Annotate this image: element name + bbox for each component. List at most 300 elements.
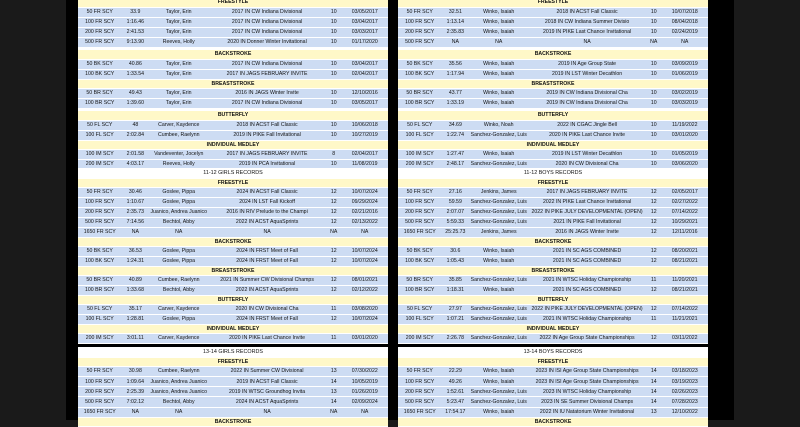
records-table (398, 347, 708, 427)
age-cell: 12 (646, 285, 662, 295)
table-row (398, 227, 708, 237)
event-cell: 100 BR SCY (78, 98, 121, 108)
swimmer-cell: Sanchez-Gonzalez, Luis (470, 161, 527, 167)
table-row (398, 217, 708, 227)
meet-cell: 2023 IN WTSC Holiday Championship (528, 387, 646, 397)
swimmer-cell: Winko, Isaiah (469, 407, 528, 417)
meet-cell: 2019 IN PIKE Last Chance Invitational (528, 27, 646, 37)
meet-cell: 2022 IN CGAC Jingle Bell (528, 120, 646, 130)
date-cell: 03/01/2020 (341, 333, 388, 343)
meet-cell: 2024 IN FRST Meet of Fall (208, 256, 326, 266)
table-row (78, 314, 388, 324)
swimmer-cell: Winko, Isaiah (469, 69, 528, 79)
meet-cell: 2022 IN ACST AquaSprints (208, 285, 326, 295)
block-mid-right (398, 168, 708, 340)
age-cell: 14 (646, 397, 662, 407)
section-header: BUTTERFLY (398, 111, 708, 120)
time-cell: 2:41.53 (121, 27, 149, 37)
event-cell: 1650 FR SCY (78, 227, 121, 237)
block-top-right (398, 0, 708, 167)
event-cell: 50 BR SCY (398, 88, 441, 98)
section-header-row (398, 357, 708, 366)
age-cell: 12 (326, 314, 342, 324)
event-cell: 50 BK SCY (398, 246, 441, 256)
meet-cell: 2020 IN Donner Winter Invitational (208, 37, 326, 47)
time-cell: 49.26 (441, 377, 469, 387)
time-cell: 40.89 (121, 275, 149, 285)
section-header: FREESTYLE (78, 357, 388, 366)
swimmer-cell: Goslee, Pippa (149, 256, 208, 266)
time-cell: NA (441, 37, 469, 47)
meet-cell: 2019 IN PIKE Fall Invitational (208, 130, 326, 140)
table-row (78, 304, 388, 314)
date-cell: 03/19/2023 (661, 377, 708, 387)
table-row (78, 98, 388, 108)
meet-cell: 2020 IN CW Divisional Cha (208, 304, 326, 314)
time-cell: 2:26.78 (441, 333, 469, 343)
swimmer-cell: NA (149, 227, 208, 237)
meet-cell: 2020 IN CW Divisional Cha (528, 159, 646, 169)
section-header-row (78, 357, 388, 366)
date-cell: 03/04/2017 (341, 59, 388, 69)
table-row (78, 197, 388, 207)
event-cell: 1650 FR SCY (398, 407, 441, 417)
age-cell: 10 (326, 159, 342, 169)
section-header-row (78, 266, 388, 275)
date-cell: 03/11/2022 (661, 333, 708, 343)
time-cell: 1:33.19 (441, 98, 469, 108)
section-header: BUTTERFLY (398, 295, 708, 304)
records-title-row (398, 168, 708, 178)
date-cell: 08/04/2018 (661, 17, 708, 27)
section-header-row (398, 140, 708, 149)
section-header: BACKSTROKE (398, 417, 708, 426)
age-cell: 10 (326, 69, 342, 79)
swimmer-cell: Winko, Isaiah (469, 88, 528, 98)
block-top-left (78, 0, 388, 167)
table-row (398, 333, 708, 343)
time-cell: 1:52.61 (441, 387, 469, 397)
meet-cell: 2018 IN CW Indiana Summer Divisio (528, 17, 646, 27)
swimmer-cell: Bechtol, Abby (149, 217, 208, 227)
date-cell: 10/06/2018 (341, 120, 388, 130)
event-cell: 50 BR SCY (78, 88, 121, 98)
date-cell: 11/20/2021 (661, 275, 708, 285)
table-row (78, 120, 388, 130)
table-row (398, 207, 708, 217)
age-cell: 14 (646, 387, 662, 397)
time-cell: 25:25.73 (441, 227, 469, 237)
event-cell: 200 IM SCY (78, 159, 121, 169)
event-cell: 500 FR SCY (398, 37, 441, 47)
time-cell: 2:48.17 (441, 159, 469, 169)
date-cell: 09/29/2024 (341, 197, 388, 207)
block-bot-right (398, 347, 708, 427)
records-table (78, 168, 388, 344)
event-cell: 100 FR SCY (398, 197, 441, 207)
section-header: BUTTERFLY (78, 111, 388, 120)
table-row (78, 69, 388, 79)
block-mid-left (78, 168, 388, 340)
section-header-row (398, 266, 708, 275)
meet-cell: 2016 IN JAGS Winter Invite (208, 88, 326, 98)
time-cell: 3:01.11 (121, 333, 149, 343)
date-cell: 02/21/2016 (341, 207, 388, 217)
date-cell: 03/04/2017 (341, 17, 388, 27)
section-header-row (78, 111, 388, 120)
table-row (398, 88, 708, 98)
swimmer-cell: Sanchez-Gonzalez, Luis (470, 316, 527, 322)
swimmer-cell: Carver, Kaydence (149, 120, 208, 130)
date-cell: 03/05/2017 (341, 7, 388, 17)
section-header: FREESTYLE (398, 0, 708, 7)
date-cell: NA (661, 37, 708, 47)
date-cell: 02/27/2022 (661, 197, 708, 207)
time-cell: 2:07.07 (441, 207, 469, 217)
meet-cell: 2023 IN ISI Age Group State Championships (528, 377, 646, 387)
meet-cell: 2022 IN PIKE Last Chance Invitational (528, 197, 646, 207)
section-header-row (78, 140, 388, 149)
section-header-row (398, 111, 708, 120)
event-cell: 200 IM SCY (398, 159, 441, 169)
event-cell: 200 FR SCY (78, 27, 121, 37)
age-cell: 12 (646, 256, 662, 266)
table-row (78, 366, 388, 376)
section-header-row (78, 237, 388, 246)
meet-cell: 2020 IN PIKE Last Chance Invite (208, 333, 326, 343)
section-header: BACKSTROKE (78, 50, 388, 59)
time-cell: 2:02.84 (121, 130, 149, 140)
swimmer-cell: Cumbee, Raelynn (149, 130, 208, 140)
table-row (78, 275, 388, 285)
swimmer-cell: Cumbee, Raelynn (149, 366, 208, 376)
age-cell: 13 (326, 387, 342, 397)
meet-cell: 2017 IN CW Indiana Divisional (208, 7, 326, 17)
meet-cell: 2024 IN FRST Meet of Fall (208, 314, 326, 324)
event-cell: 200 FR SCY (398, 207, 441, 217)
date-cell: 08/21/2021 (661, 256, 708, 266)
event-cell: 100 FR SCY (78, 377, 121, 387)
time-cell: 32.51 (441, 7, 469, 17)
time-cell: 30.6 (441, 246, 469, 256)
swimmer-cell: Taylor, Erin (149, 27, 208, 37)
swimmer-cell: Taylor, Erin (149, 17, 208, 27)
date-cell: 02/24/2019 (661, 27, 708, 37)
date-cell: 10/07/2018 (661, 7, 708, 17)
event-cell: 100 FL SCY (78, 130, 121, 140)
table-row (398, 366, 708, 376)
age-cell: 14 (646, 377, 662, 387)
swimmer-cell: Reeves, Holly (149, 159, 208, 169)
section-header-row (398, 79, 708, 88)
time-cell: 1:07.21 (441, 314, 469, 324)
event-cell: 200 FR SCY (78, 387, 121, 397)
event-cell: 50 FR SCY (78, 187, 121, 197)
event-cell: 200 IM SCY (78, 333, 121, 343)
meet-cell: 2023 IN ISI Age Group State Championships (528, 366, 646, 376)
records-title: 11-12 BOYS RECORDS (398, 168, 708, 178)
swimmer-cell: Sanchez-Gonzalez, Luis (470, 306, 527, 312)
age-cell: 12 (326, 275, 342, 285)
block-bot-left (78, 347, 388, 427)
time-cell: 22.29 (441, 366, 469, 376)
age-cell: 10 (646, 7, 662, 17)
date-cell: 03/03/2017 (341, 27, 388, 37)
section-header-row (78, 79, 388, 88)
age-cell: 12 (326, 207, 342, 217)
event-cell: 100 BK SCY (398, 69, 441, 79)
table-row (78, 187, 388, 197)
event-cell: 100 FL SCY (78, 314, 121, 324)
age-cell: 13 (326, 366, 342, 376)
table-row (398, 377, 708, 387)
section-header: BACKSTROKE (398, 237, 708, 246)
age-cell: 10 (326, 17, 342, 27)
date-cell: 10/27/2019 (341, 130, 388, 140)
time-cell: 1:39.60 (121, 98, 149, 108)
age-cell: 10 (646, 159, 662, 169)
swimmer-cell: Winko, Isaiah (469, 7, 528, 17)
date-cell: 07/30/2022 (341, 366, 388, 376)
meet-cell: 2016 IN RIV Prelude to the Champi (208, 207, 326, 217)
age-cell: 12 (326, 246, 342, 256)
time-cell: 48 (121, 120, 149, 130)
meet-cell: 2017 IN CW Indiana Divisional (208, 98, 326, 108)
age-cell: 12 (326, 197, 342, 207)
event-cell: 200 IM SCY (398, 333, 441, 343)
table-row (78, 333, 388, 343)
time-cell: 1:13.14 (441, 17, 469, 27)
section-header-row (398, 0, 708, 7)
swimmer-cell: Juanico, Andrea Juanico (149, 387, 208, 397)
meet-cell: 2018 IN ACST Fall Classic (208, 120, 326, 130)
age-cell: 10 (646, 98, 662, 108)
section-header: BREASTSTROKE (78, 79, 388, 88)
age-cell: 12 (646, 197, 662, 207)
age-cell: 14 (646, 366, 662, 376)
swimmer-cell: Carver, Kaydence (149, 304, 208, 314)
event-cell: 100 FL SCY (398, 314, 441, 324)
table-row (398, 304, 708, 314)
event-cell: 100 BK SCY (78, 256, 121, 266)
age-cell: NA (326, 227, 342, 237)
swimmer-cell: Winko, Isaiah (469, 98, 528, 108)
time-cell: 1:10.67 (121, 197, 149, 207)
meet-cell: 2017 IN JAGS FEBRUARY INVITE (528, 187, 646, 197)
event-cell: 100 FR SCY (398, 17, 441, 27)
swimmer-cell: NA (469, 37, 528, 47)
section-header: FREESTYLE (398, 178, 708, 187)
age-cell: 10 (326, 59, 342, 69)
meet-cell: 2022 IN ACST AquaSprints (208, 217, 326, 227)
event-cell: 500 FR SCY (398, 397, 441, 407)
section-header: INDIVIDUAL MEDLEY (78, 140, 388, 149)
section-header: BACKSTROKE (78, 417, 388, 426)
age-cell: 10 (326, 37, 342, 47)
section-header-row (398, 324, 708, 333)
section-header-row (398, 178, 708, 187)
table-row (78, 256, 388, 266)
section-header: BREASTSTROKE (398, 79, 708, 88)
table-row (398, 98, 708, 108)
time-cell: 2:35.73 (121, 207, 149, 217)
time-cell: 33.9 (121, 7, 149, 17)
date-cell: 11/21/2021 (661, 314, 708, 324)
swimmer-cell: Carver, Kaydence (149, 333, 208, 343)
section-header: INDIVIDUAL MEDLEY (398, 324, 708, 333)
time-cell: 35.85 (441, 275, 469, 285)
table-row (78, 217, 388, 227)
event-cell: 50 FR SCY (398, 7, 441, 17)
section-header-row (78, 178, 388, 187)
time-cell: 1:33.68 (121, 285, 149, 295)
age-cell: 10 (646, 69, 662, 79)
meet-cell: 2019 IN LST Winter Decathlon (528, 149, 646, 159)
time-cell: 40.86 (121, 59, 149, 69)
time-cell: 5:59.33 (441, 217, 469, 227)
event-cell: 100 FR SCY (398, 377, 441, 387)
time-cell: NA (121, 227, 149, 237)
meet-cell: 2023 IN SE Summer Divisional Champs (528, 397, 646, 407)
date-cell: 08/21/2021 (661, 285, 708, 295)
time-cell: 59.59 (441, 197, 469, 207)
event-cell: 500 FR SCY (398, 217, 441, 227)
table-row (78, 377, 388, 387)
event-cell: 100 FR SCY (78, 17, 121, 27)
swimmer-cell: Winko, Isaiah (469, 366, 528, 376)
table-row (398, 387, 708, 397)
meet-cell: 2021 IN SC AGS COMBINED (528, 246, 646, 256)
swimmer-cell: Vandeventer, Jocelyn (149, 149, 208, 159)
section-header: BREASTSTROKE (398, 266, 708, 275)
time-cell: NA (121, 407, 149, 417)
age-cell: 12 (646, 333, 662, 343)
records-title-row (78, 168, 388, 178)
meet-cell: 2019 IN CW Indiana Divisional Cha (528, 88, 646, 98)
meet-cell: 2022 IN PIKE JULY DEVELOPMENTAL (OPEN) (528, 304, 646, 314)
records-page (66, 0, 734, 425)
date-cell: NA (341, 407, 388, 417)
date-cell: 01/26/2019 (341, 387, 388, 397)
age-cell: 11 (646, 314, 662, 324)
table-row (78, 387, 388, 397)
table-row (78, 227, 388, 237)
section-header: INDIVIDUAL MEDLEY (398, 140, 708, 149)
meet-cell: 2021 IN WTSC Holiday Championship (528, 275, 646, 285)
table-row (398, 197, 708, 207)
date-cell: 01/05/2019 (661, 149, 708, 159)
age-cell: 10 (646, 149, 662, 159)
age-cell: 13 (646, 407, 662, 417)
section-header: FREESTYLE (398, 357, 708, 366)
age-cell: 10 (646, 88, 662, 98)
meet-cell: 2022 IN Age Group State Championships (528, 333, 646, 343)
swimmer-cell: Winko, Noah (469, 120, 528, 130)
event-cell: 100 FR SCY (78, 197, 121, 207)
swimmer-cell: Goslee, Pippa (149, 187, 208, 197)
age-cell: 11 (326, 333, 342, 343)
meet-cell: NA (528, 37, 646, 47)
time-cell: 5:23.47 (441, 397, 469, 407)
age-cell: 12 (326, 217, 342, 227)
meet-cell: NA (208, 407, 326, 417)
table-row (78, 17, 388, 27)
swimmer-cell: Bechtol, Abby (149, 285, 208, 295)
section-header: BUTTERFLY (78, 295, 388, 304)
table-row (78, 397, 388, 407)
time-cell: 27.16 (441, 187, 469, 197)
swimmer-cell: Sanchez-Gonzalez, Luis (469, 387, 528, 397)
event-cell: 100 BK SCY (398, 256, 441, 266)
event-cell: 50 FR SCY (78, 366, 121, 376)
section-header: FREESTYLE (78, 0, 388, 7)
date-cell: 01/17/2020 (341, 37, 388, 47)
swimmer-cell: Sanchez-Gonzalez, Luis (470, 209, 527, 215)
meet-cell: 2016 IN JAGS Winter Invite (528, 227, 646, 237)
time-cell: 9:13.90 (121, 37, 149, 47)
time-cell: 27.97 (441, 304, 469, 314)
event-cell: 50 BK SCY (78, 59, 121, 69)
records-title-row (78, 347, 388, 357)
swimmer-cell: Sanchez-Gonzalez, Luis (470, 277, 527, 283)
date-cell: 01/06/2019 (661, 69, 708, 79)
meet-cell: 2018 IN ACST Fall Classic (528, 7, 646, 17)
meet-cell: 2019 IN LST Winter Decathlon (528, 69, 646, 79)
table-row (78, 207, 388, 217)
meet-cell: NA (208, 227, 326, 237)
event-cell: 50 FL SCY (78, 120, 121, 130)
table-row (78, 407, 388, 417)
time-cell: 1:05.43 (441, 256, 469, 266)
meet-cell: 2021 IN Summer CW Divisional Champs (208, 275, 326, 285)
date-cell: 03/06/2020 (661, 159, 708, 169)
time-cell: 1:18.31 (441, 285, 469, 295)
table-row (78, 59, 388, 69)
event-cell: 1650 FR SCY (78, 407, 121, 417)
age-cell: 10 (326, 130, 342, 140)
table-row (398, 275, 708, 285)
event-cell: 50 FL SCY (398, 304, 441, 314)
date-cell: 08/01/2021 (341, 275, 388, 285)
swimmer-cell: Taylor, Erin (149, 7, 208, 17)
event-cell: 50 FR SCY (398, 366, 441, 376)
meet-cell: 2019 IN CW Indiana Divisional Cha (528, 98, 646, 108)
age-cell: 14 (326, 377, 342, 387)
event-cell: 500 FR SCY (78, 397, 121, 407)
section-header: BREASTSTROKE (78, 266, 388, 275)
swimmer-cell: NA (149, 407, 208, 417)
date-cell: 10/07/2024 (341, 246, 388, 256)
date-cell: 03/02/2019 (661, 88, 708, 98)
time-cell: 1:22.74 (441, 130, 469, 140)
table-row (398, 17, 708, 27)
section-header-row (78, 324, 388, 333)
date-cell: 03/09/2019 (661, 59, 708, 69)
age-cell: 8 (326, 149, 342, 159)
event-cell: 50 FR SCY (398, 187, 441, 197)
table-row (398, 407, 708, 417)
date-cell: 10/07/2024 (341, 314, 388, 324)
swimmer-cell: Winko, Isaiah (469, 17, 528, 27)
date-cell: 08/20/2021 (661, 246, 708, 256)
date-cell: 07/14/2022 (661, 207, 708, 217)
time-cell: 1:16.46 (121, 17, 149, 27)
records-title-row (398, 347, 708, 357)
time-cell: 2:35.83 (441, 27, 469, 37)
date-cell: 02/13/2022 (341, 217, 388, 227)
event-cell: 200 FR SCY (78, 207, 121, 217)
section-header-row (398, 417, 708, 426)
